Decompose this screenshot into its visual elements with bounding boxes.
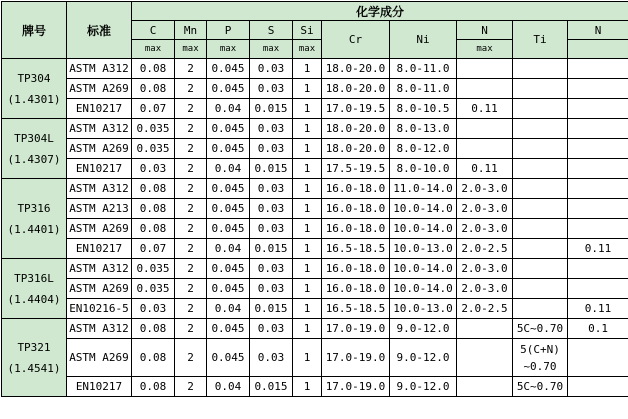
value-cell-c: 0.035	[132, 279, 175, 299]
value-cell-n	[457, 119, 513, 139]
value-cell-si: 1	[293, 299, 322, 319]
standard-cell: EN10217	[67, 377, 132, 397]
table-header	[2, 2, 628, 59]
value-cell-n2	[568, 339, 628, 377]
value-cell-c: 0.08	[132, 59, 175, 79]
value-cell-mn: 2	[175, 159, 207, 179]
value-cell-n: 2.0-3.0	[457, 279, 513, 299]
value-cell-s: 0.03	[250, 259, 293, 279]
value-cell-ti	[513, 119, 568, 139]
value-cell-n2	[568, 199, 628, 219]
table-body	[2, 59, 628, 397]
grade-name: TP304	[2, 68, 66, 89]
value-cell-mn: 2	[175, 279, 207, 299]
value-cell-c: 0.08	[132, 319, 175, 339]
unit-max: max	[175, 40, 207, 59]
value-cell-p: 0.04	[207, 99, 250, 119]
table-row	[2, 159, 628, 179]
grade-code: (1.4541)	[2, 358, 66, 379]
value-cell-c: 0.08	[132, 219, 175, 239]
grade-cell	[2, 319, 67, 397]
value-cell-p: 0.045	[207, 259, 250, 279]
grade-code: (1.4404)	[2, 289, 66, 310]
value-cell-si: 1	[293, 79, 322, 99]
value-cell-si: 1	[293, 339, 322, 377]
value-cell-cr: 18.0-20.0	[322, 59, 390, 79]
value-cell-si: 1	[293, 179, 322, 199]
grade-cell	[2, 59, 67, 119]
value-cell-cr: 16.0-18.0	[322, 279, 390, 299]
value-cell-ni: 10.0-13.0	[390, 239, 457, 259]
table-row	[2, 139, 628, 159]
value-cell-n	[457, 319, 513, 339]
value-cell-s: 0.03	[250, 59, 293, 79]
value-cell-si: 1	[293, 219, 322, 239]
value-cell-n2	[568, 119, 628, 139]
value-cell-cr: 17.0-19.0	[322, 377, 390, 397]
value-cell-si: 1	[293, 119, 322, 139]
value-cell-mn: 2	[175, 299, 207, 319]
standard-cell: ASTM A269	[67, 279, 132, 299]
value-cell-n2	[568, 279, 628, 299]
value-cell-si: 1	[293, 239, 322, 259]
table-row	[2, 59, 628, 79]
value-cell-ni: 10.0-13.0	[390, 299, 457, 319]
value-cell-n2: 0.11	[568, 299, 628, 319]
value-cell-ti: 5C~0.70	[513, 319, 568, 339]
value-cell-c: 0.03	[132, 299, 175, 319]
value-cell-si: 1	[293, 159, 322, 179]
element-header-s: S	[250, 21, 293, 40]
value-cell-ti	[513, 279, 568, 299]
value-cell-cr: 17.0-19.0	[322, 339, 390, 377]
table-row	[2, 79, 628, 99]
element-header-ni: Ni	[390, 21, 457, 59]
value-cell-n: 0.11	[457, 99, 513, 119]
value-cell-c: 0.035	[132, 119, 175, 139]
value-cell-n	[457, 59, 513, 79]
value-cell-mn: 2	[175, 99, 207, 119]
table-row	[2, 239, 628, 259]
table-row	[2, 299, 628, 319]
value-cell-si: 1	[293, 279, 322, 299]
value-cell-ni: 10.0-14.0	[390, 219, 457, 239]
element-header-n2: N	[568, 21, 628, 40]
value-cell-mn: 2	[175, 319, 207, 339]
value-cell-ni: 9.0-12.0	[390, 319, 457, 339]
value-cell-mn: 2	[175, 179, 207, 199]
value-cell-cr: 16.0-18.0	[322, 259, 390, 279]
value-cell-n: 2.0-3.0	[457, 199, 513, 219]
value-cell-c: 0.035	[132, 139, 175, 159]
table-row	[2, 199, 628, 219]
value-cell-mn: 2	[175, 119, 207, 139]
value-cell-n2: 0.11	[568, 239, 628, 259]
value-cell-mn: 2	[175, 259, 207, 279]
value-cell-p: 0.045	[207, 79, 250, 99]
standard-cell: ASTM A269	[67, 219, 132, 239]
value-cell-c: 0.08	[132, 79, 175, 99]
value-cell-p: 0.04	[207, 159, 250, 179]
value-cell-ni: 8.0-12.0	[390, 139, 457, 159]
element-header-n: N	[457, 21, 513, 40]
value-cell-n2	[568, 139, 628, 159]
value-cell-s: 0.03	[250, 319, 293, 339]
table-row	[2, 339, 628, 377]
value-cell-mn: 2	[175, 59, 207, 79]
value-cell-n: 2.0-3.0	[457, 219, 513, 239]
standard-cell: ASTM A312	[67, 259, 132, 279]
value-cell-s: 0.03	[250, 339, 293, 377]
table-row	[2, 377, 628, 397]
value-cell-s: 0.03	[250, 79, 293, 99]
element-header-ti: Ti	[513, 21, 568, 59]
value-cell-mn: 2	[175, 219, 207, 239]
value-cell-s: 0.015	[250, 99, 293, 119]
value-cell-ni: 8.0-11.0	[390, 59, 457, 79]
value-cell-cr: 18.0-20.0	[322, 79, 390, 99]
value-cell-n: 2.0-3.0	[457, 259, 513, 279]
value-cell-p: 0.045	[207, 319, 250, 339]
value-cell-si: 1	[293, 59, 322, 79]
table-row	[2, 99, 628, 119]
value-cell-ni: 8.0-13.0	[390, 119, 457, 139]
grade-cell	[2, 179, 67, 259]
standard-cell: ASTM A312	[67, 179, 132, 199]
table-row	[2, 179, 628, 199]
value-cell-n2	[568, 259, 628, 279]
value-cell-ni: 8.0-10.0	[390, 159, 457, 179]
table-row	[2, 259, 628, 279]
standard-header: 标准	[67, 2, 132, 59]
value-cell-si: 1	[293, 199, 322, 219]
value-cell-n2	[568, 219, 628, 239]
grade-name: TP316L	[2, 268, 66, 289]
value-cell-s: 0.015	[250, 159, 293, 179]
value-cell-cr: 18.0-20.0	[322, 119, 390, 139]
value-cell-si: 1	[293, 259, 322, 279]
value-cell-s: 0.03	[250, 179, 293, 199]
value-cell-n2	[568, 179, 628, 199]
standard-cell: EN10217	[67, 159, 132, 179]
standard-cell: ASTM A312	[67, 319, 132, 339]
unit-max: max	[250, 40, 293, 59]
value-cell-c: 0.08	[132, 339, 175, 377]
value-cell-ni: 10.0-14.0	[390, 199, 457, 219]
table-row	[2, 319, 628, 339]
value-cell-mn: 2	[175, 239, 207, 259]
unit-max: max	[293, 40, 322, 59]
value-cell-ti	[513, 139, 568, 159]
standard-cell: ASTM A269	[67, 79, 132, 99]
unit-max-empty	[568, 40, 628, 59]
value-cell-mn: 2	[175, 377, 207, 397]
value-cell-n: 0.11	[457, 159, 513, 179]
value-cell-ni: 8.0-11.0	[390, 79, 457, 99]
value-cell-n2	[568, 79, 628, 99]
standard-cell: ASTM A312	[67, 119, 132, 139]
standard-cell: EN10217	[67, 99, 132, 119]
value-cell-p: 0.04	[207, 377, 250, 397]
grade-code: (1.4301)	[2, 89, 66, 110]
value-cell-ti	[513, 59, 568, 79]
value-cell-ni: 10.0-14.0	[390, 279, 457, 299]
value-cell-mn: 2	[175, 79, 207, 99]
value-cell-c: 0.08	[132, 377, 175, 397]
value-cell-p: 0.045	[207, 119, 250, 139]
value-cell-s: 0.03	[250, 139, 293, 159]
value-cell-n2	[568, 59, 628, 79]
value-cell-c: 0.03	[132, 159, 175, 179]
value-cell-si: 1	[293, 99, 322, 119]
standard-cell: EN10217	[67, 239, 132, 259]
value-cell-p: 0.045	[207, 339, 250, 377]
value-cell-ti	[513, 219, 568, 239]
value-cell-si: 1	[293, 139, 322, 159]
value-cell-ti	[513, 259, 568, 279]
unit-max: max	[457, 40, 513, 59]
value-cell-cr: 16.0-18.0	[322, 219, 390, 239]
value-cell-c: 0.08	[132, 199, 175, 219]
value-cell-cr: 16.5-18.5	[322, 239, 390, 259]
value-cell-si: 1	[293, 319, 322, 339]
value-cell-s: 0.03	[250, 279, 293, 299]
value-cell-c: 0.035	[132, 259, 175, 279]
element-header-c: C	[132, 21, 175, 40]
value-cell-ti	[513, 179, 568, 199]
table-row	[2, 279, 628, 299]
value-cell-n: 2.0-3.0	[457, 179, 513, 199]
element-header-p: P	[207, 21, 250, 40]
grade-cell	[2, 259, 67, 319]
value-cell-n: 2.0-2.5	[457, 239, 513, 259]
grade-cell	[2, 119, 67, 179]
standard-cell: ASTM A213	[67, 199, 132, 219]
value-cell-cr: 16.0-18.0	[322, 199, 390, 219]
value-cell-cr: 17.0-19.5	[322, 99, 390, 119]
value-cell-s: 0.03	[250, 199, 293, 219]
value-cell-ni: 11.0-14.0	[390, 179, 457, 199]
value-cell-p: 0.045	[207, 59, 250, 79]
value-cell-n	[457, 339, 513, 377]
value-cell-s: 0.015	[250, 239, 293, 259]
value-cell-ni: 9.0-12.0	[390, 339, 457, 377]
value-cell-s: 0.015	[250, 377, 293, 397]
value-cell-n2	[568, 99, 628, 119]
value-cell-n2	[568, 159, 628, 179]
value-cell-p: 0.04	[207, 299, 250, 319]
value-cell-ti: 5(C+N) ~0.70	[513, 339, 568, 377]
standard-cell: ASTM A269	[67, 339, 132, 377]
value-cell-s: 0.03	[250, 119, 293, 139]
value-cell-mn: 2	[175, 339, 207, 377]
value-cell-n	[457, 79, 513, 99]
value-cell-ti	[513, 159, 568, 179]
composition-header: 化学成分	[132, 2, 628, 21]
value-cell-p: 0.04	[207, 239, 250, 259]
value-cell-cr: 17.0-19.0	[322, 319, 390, 339]
value-cell-c: 0.07	[132, 99, 175, 119]
value-cell-mn: 2	[175, 139, 207, 159]
value-cell-ti: 5C~0.70	[513, 377, 568, 397]
element-header-si: Si	[293, 21, 322, 40]
value-cell-n: 2.0-2.5	[457, 299, 513, 319]
value-cell-ni: 9.0-12.0	[390, 377, 457, 397]
value-cell-p: 0.045	[207, 279, 250, 299]
value-cell-ni: 8.0-10.5	[390, 99, 457, 119]
composition-table	[1, 1, 628, 397]
grade-header: 牌号	[2, 2, 67, 59]
value-cell-s: 0.03	[250, 219, 293, 239]
element-header-mn: Mn	[175, 21, 207, 40]
standard-cell: ASTM A312	[67, 59, 132, 79]
unit-max: max	[207, 40, 250, 59]
value-cell-c: 0.07	[132, 239, 175, 259]
value-cell-ti	[513, 99, 568, 119]
value-cell-cr: 16.0-18.0	[322, 179, 390, 199]
standard-cell: ASTM A269	[67, 139, 132, 159]
grade-code: (1.4401)	[2, 219, 66, 240]
value-cell-s: 0.015	[250, 299, 293, 319]
value-cell-mn: 2	[175, 199, 207, 219]
value-cell-ti	[513, 79, 568, 99]
value-cell-n2: 0.1	[568, 319, 628, 339]
value-cell-ti	[513, 299, 568, 319]
value-cell-cr: 16.5-18.5	[322, 299, 390, 319]
grade-name: TP316	[2, 198, 66, 219]
value-cell-p: 0.045	[207, 139, 250, 159]
value-cell-p: 0.045	[207, 219, 250, 239]
standard-cell: EN10216-5	[67, 299, 132, 319]
value-cell-p: 0.045	[207, 179, 250, 199]
value-cell-ti	[513, 239, 568, 259]
table-row	[2, 219, 628, 239]
grade-name: TP321	[2, 337, 66, 358]
grade-name: TP304L	[2, 128, 66, 149]
table-row	[2, 119, 628, 139]
value-cell-ti	[513, 199, 568, 219]
value-cell-n	[457, 139, 513, 159]
unit-max: max	[132, 40, 175, 59]
value-cell-n	[457, 377, 513, 397]
value-cell-cr: 18.0-20.0	[322, 139, 390, 159]
value-cell-c: 0.08	[132, 179, 175, 199]
value-cell-cr: 17.5-19.5	[322, 159, 390, 179]
value-cell-p: 0.045	[207, 199, 250, 219]
value-cell-si: 1	[293, 377, 322, 397]
element-header-cr: Cr	[322, 21, 390, 59]
value-cell-n2	[568, 377, 628, 397]
value-cell-ni: 10.0-14.0	[390, 259, 457, 279]
grade-code: (1.4307)	[2, 149, 66, 170]
